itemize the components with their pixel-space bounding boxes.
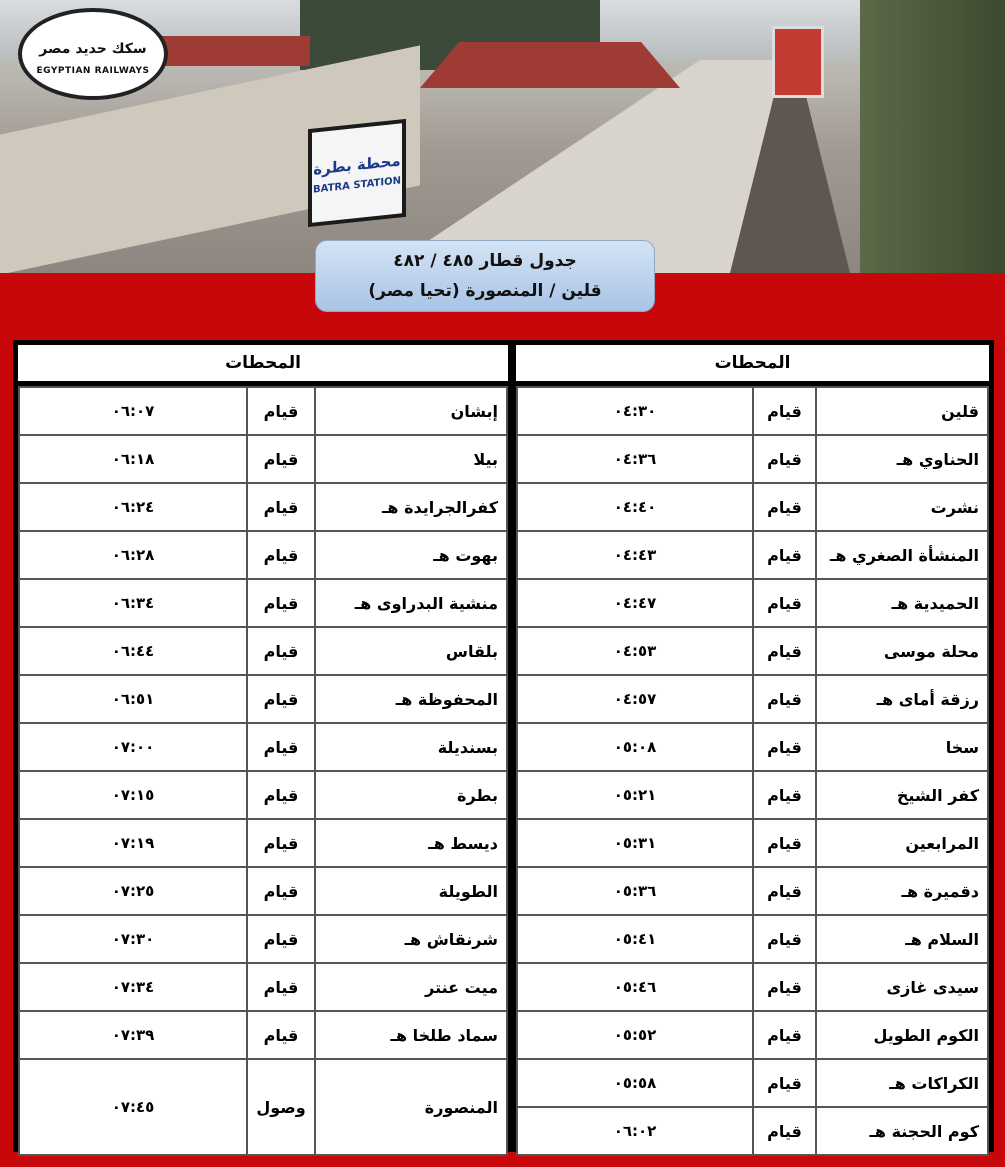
- table-row: [517, 579, 988, 627]
- stop-time: ٠٦:٥١: [19, 675, 247, 723]
- stop-time: ٠٥:٤٦: [517, 963, 753, 1011]
- stop-type: قيام: [247, 675, 315, 723]
- station-name: بطرة: [315, 771, 507, 819]
- stop-type: قيام: [753, 483, 816, 531]
- stop-type: قيام: [247, 915, 315, 963]
- logo-text: EGYPTIAN RAILWAYS: [36, 66, 150, 76]
- station-name: سيدى غازى: [816, 963, 988, 1011]
- stop-time: ٠٥:٠٨: [517, 723, 753, 771]
- table-row: [517, 387, 988, 435]
- stop-type: قيام: [753, 867, 816, 915]
- table-row: [19, 579, 507, 627]
- stop-time: ٠٥:٢١: [517, 771, 753, 819]
- table-row: [517, 1011, 988, 1059]
- stop-time: ٠٥:٥٢: [517, 1011, 753, 1059]
- station-name: رزقة أماى هـ: [816, 675, 988, 723]
- title-line-route: قلين / المنصورة (تحيا مصر): [368, 281, 602, 301]
- table-row: [19, 723, 507, 771]
- stop-type: قيام: [753, 627, 816, 675]
- stop-time: ٠٥:٣١: [517, 819, 753, 867]
- stop-time: ٠٤:٥٣: [517, 627, 753, 675]
- station-name: قلين: [816, 387, 988, 435]
- stop-time: ٠٥:٣٦: [517, 867, 753, 915]
- stop-time: ٠٦:٣٤: [19, 579, 247, 627]
- stop-type: وصول: [247, 1059, 315, 1155]
- station-name: المرابعين: [816, 819, 988, 867]
- stop-time: ٠٧:١٥: [19, 771, 247, 819]
- stop-type: قيام: [753, 1107, 816, 1155]
- station-name: كفرالجرايدة هـ: [315, 483, 507, 531]
- table-row: [19, 531, 507, 579]
- schedule-board: [13, 340, 994, 1152]
- stop-time: ٠٦:٠٧: [19, 387, 247, 435]
- table-row: [19, 819, 507, 867]
- station-name: الطويلة: [315, 867, 507, 915]
- stop-time: ٠٤:٥٧: [517, 675, 753, 723]
- table-row: [19, 1011, 507, 1059]
- station-name: سخا: [816, 723, 988, 771]
- station-name: بسنديلة: [315, 723, 507, 771]
- station-name: المنصورة: [315, 1059, 507, 1155]
- station-name: بلقاس: [315, 627, 507, 675]
- stop-time: ٠٦:١٨: [19, 435, 247, 483]
- stop-time: ٠٤:٣٠: [517, 387, 753, 435]
- canal-bank: [860, 0, 1005, 273]
- stop-time: ٠٧:٢٥: [19, 867, 247, 915]
- stop-time: ٠٥:٥٨: [517, 1059, 753, 1107]
- station-name: السلام هـ: [816, 915, 988, 963]
- table-row: [19, 387, 507, 435]
- right-header: المحطات: [516, 345, 989, 381]
- stop-type: قيام: [247, 1011, 315, 1059]
- logo-mark: سكك حديد مصر: [39, 41, 147, 57]
- station-name: الكراكات هـ: [816, 1059, 988, 1107]
- stop-type: قيام: [753, 723, 816, 771]
- table-row: [517, 819, 988, 867]
- stop-type: قيام: [753, 387, 816, 435]
- title-line-train: جدول قطار ٤٨٥ / ٤٨٢: [393, 251, 577, 271]
- stop-type: قيام: [753, 1059, 816, 1107]
- stop-type: قيام: [753, 1011, 816, 1059]
- table-row: [19, 771, 507, 819]
- table-row: [517, 483, 988, 531]
- stop-time: ٠٤:٤٣: [517, 531, 753, 579]
- schedule-left: [18, 345, 508, 1147]
- table-row: [517, 1059, 988, 1107]
- station-name: نشرت: [816, 483, 988, 531]
- stop-type: قيام: [753, 915, 816, 963]
- stop-time: ٠٦:٠٢: [517, 1107, 753, 1155]
- stop-type: قيام: [753, 531, 816, 579]
- stop-type: قيام: [753, 435, 816, 483]
- stop-time: ٠٧:٠٠: [19, 723, 247, 771]
- stop-type: قيام: [247, 819, 315, 867]
- sign-arabic: محطة بطرة: [313, 150, 401, 179]
- station-name: بيلا: [315, 435, 507, 483]
- stop-time: ٠٥:٤١: [517, 915, 753, 963]
- table-row: [19, 435, 507, 483]
- table-row: [19, 675, 507, 723]
- table-row: [517, 531, 988, 579]
- stop-type: قيام: [247, 531, 315, 579]
- stop-type: قيام: [247, 771, 315, 819]
- stop-type: قيام: [753, 675, 816, 723]
- table-row: [517, 1107, 988, 1155]
- table-row: [517, 963, 988, 1011]
- station-name: المحفوظة هـ: [315, 675, 507, 723]
- table-row: [19, 867, 507, 915]
- stop-time: ٠٦:٤٤: [19, 627, 247, 675]
- stop-time: ٠٤:٤٧: [517, 579, 753, 627]
- table-row: [517, 675, 988, 723]
- stop-type: قيام: [247, 867, 315, 915]
- station-name: شرنقاش هـ: [315, 915, 507, 963]
- station-name: المنشأة الصغري هـ: [816, 531, 988, 579]
- table-row: [517, 867, 988, 915]
- stop-type: قيام: [753, 963, 816, 1011]
- stop-type: قيام: [753, 771, 816, 819]
- stop-type: قيام: [247, 627, 315, 675]
- schedule-right: [516, 345, 989, 1147]
- station-name: كوم الحجنة هـ: [816, 1107, 988, 1155]
- station-name: الحناوي هـ: [816, 435, 988, 483]
- stop-type: قيام: [247, 963, 315, 1011]
- stop-type: قيام: [247, 723, 315, 771]
- station-name: سماد طلخا هـ: [315, 1011, 507, 1059]
- egyptian-railways-logo: [18, 8, 168, 100]
- shelter-roof: [420, 42, 680, 88]
- station-name: منشية البدراوى هـ: [315, 579, 507, 627]
- stop-time: ٠٦:٢٤: [19, 483, 247, 531]
- station-name: بهوت هـ: [315, 531, 507, 579]
- left-table: [18, 386, 508, 1156]
- table-row: [517, 723, 988, 771]
- table-row: [517, 915, 988, 963]
- station-name: الحميدية هـ: [816, 579, 988, 627]
- stop-type: قيام: [753, 579, 816, 627]
- right-table: [516, 386, 989, 1156]
- station-name: كفر الشيخ: [816, 771, 988, 819]
- stop-time: ٠٦:٢٨: [19, 531, 247, 579]
- table-row: [517, 435, 988, 483]
- table-row: [19, 483, 507, 531]
- stop-time: ٠٤:٣٦: [517, 435, 753, 483]
- table-row: [517, 771, 988, 819]
- stop-time: ٠٧:٣٤: [19, 963, 247, 1011]
- station-name: دقميرة هـ: [816, 867, 988, 915]
- shelter-roof-left: [160, 36, 310, 66]
- station-name: ميت عنتر: [315, 963, 507, 1011]
- table-row: [517, 627, 988, 675]
- schedule-title: [315, 240, 655, 312]
- station-sign: [308, 119, 406, 227]
- stop-type: قيام: [247, 579, 315, 627]
- station-name: الكوم الطويل: [816, 1011, 988, 1059]
- table-row: [19, 627, 507, 675]
- table-row: [19, 1059, 507, 1155]
- table-row: [19, 915, 507, 963]
- left-header: المحطات: [18, 345, 508, 381]
- stop-type: قيام: [247, 483, 315, 531]
- station-name: ديسط هـ: [315, 819, 507, 867]
- stop-time: ٠٤:٤٠: [517, 483, 753, 531]
- stop-time: ٠٧:٤٥: [19, 1059, 247, 1155]
- stop-type: قيام: [247, 387, 315, 435]
- table-row: [19, 963, 507, 1011]
- sign-english: BATRA STATION: [313, 174, 401, 196]
- station-name: إبشان: [315, 387, 507, 435]
- stop-time: ٠٧:٣٠: [19, 915, 247, 963]
- stop-type: قيام: [753, 819, 816, 867]
- stop-time: ٠٧:١٩: [19, 819, 247, 867]
- stop-type: قيام: [247, 435, 315, 483]
- train: [772, 26, 824, 98]
- station-name: محلة موسى: [816, 627, 988, 675]
- stop-time: ٠٧:٣٩: [19, 1011, 247, 1059]
